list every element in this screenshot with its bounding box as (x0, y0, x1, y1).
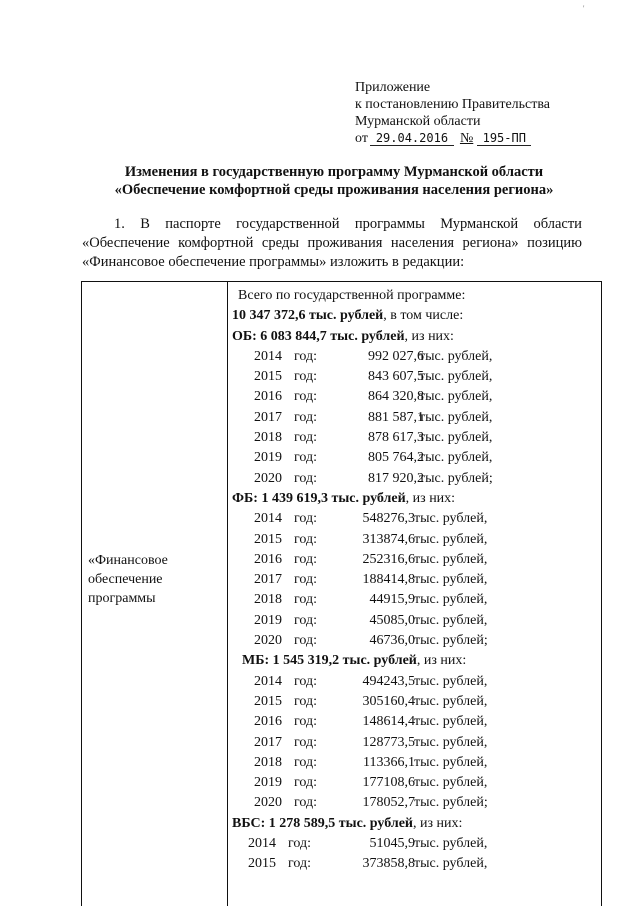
section-suffix: , из них: (405, 490, 456, 506)
year-row (232, 611, 597, 631)
year-word: год: (294, 633, 318, 649)
paragraph-word: населения (390, 235, 455, 251)
total-amount: 10 347 372,6 тыс. рублей (232, 308, 384, 324)
amount: 817 920,2 (368, 470, 424, 486)
decree-date: 29.04.2016 (370, 131, 454, 146)
year-row (232, 631, 597, 651)
year: 2020 (254, 633, 282, 649)
year: 2019 (254, 612, 282, 628)
year-word: год: (294, 450, 318, 466)
section-heading-ob (232, 327, 597, 347)
year-word: год: (294, 389, 318, 405)
year-word: год: (294, 734, 318, 750)
section-heading-text (242, 651, 466, 671)
line-text (232, 306, 463, 326)
year-row (232, 692, 597, 712)
amount: 188414,8 (362, 572, 415, 588)
year: 2018 (254, 592, 282, 608)
label-line: «Финансовое (88, 553, 168, 568)
year-row (232, 834, 597, 854)
year-row (232, 367, 597, 387)
paragraph-word: среды (261, 235, 299, 251)
year-word: год: (294, 775, 318, 791)
decree-number: 195-ПП (477, 131, 531, 146)
year-word: год: (294, 551, 318, 567)
amount: 881 587,1 (368, 409, 424, 425)
unit: тыс. рублей; (419, 470, 493, 486)
finance-table (81, 281, 602, 906)
amount: 128773,5 (362, 734, 415, 750)
unit: тыс. рублей, (414, 734, 488, 750)
amount: 148614,4 (362, 714, 415, 730)
year-word: год: (294, 673, 318, 689)
amount: 46736,0 (369, 633, 415, 649)
unit: тыс. рублей, (414, 572, 488, 588)
year-word: год: (294, 369, 318, 385)
year-row (232, 793, 597, 813)
appendix-date-line (355, 130, 550, 147)
unit: тыс. рублей; (414, 795, 488, 811)
amount: 44915,9 (369, 592, 415, 608)
column-divider (227, 282, 228, 906)
label-line: программы (88, 591, 156, 606)
unit: тыс. рублей, (414, 714, 488, 730)
year: 2019 (254, 775, 282, 791)
year-row (232, 530, 597, 550)
appendix-line: Мурманской области (355, 114, 481, 129)
paragraph-word: позицию (527, 235, 582, 251)
unit: тыс. рублей, (414, 775, 488, 791)
total-suffix: , в том числе: (383, 308, 464, 324)
paragraph-word: Мурманской (440, 216, 519, 232)
year-word: год: (294, 714, 318, 730)
section-suffix: , из них: (416, 653, 467, 669)
section-heading-fb (232, 489, 597, 509)
amount: 373858,8 (362, 856, 415, 872)
section-total: ФБ: 1 439 619,3 тыс. рублей (232, 490, 406, 506)
from-label: от (355, 131, 368, 146)
year-row (232, 570, 597, 590)
year: 2014 (254, 348, 282, 364)
amount: 864 320,8 (368, 389, 424, 405)
total-label: Всего по государственной программе: (238, 288, 466, 303)
amount: 178052,7 (362, 795, 415, 811)
unit: тыс. рублей, (414, 531, 488, 547)
year-row (232, 854, 597, 874)
unit: тыс. рублей, (414, 511, 488, 527)
year-row (232, 408, 597, 428)
section-heading-mb (232, 651, 597, 671)
amount: 113366,1 (363, 754, 415, 770)
unit: тыс. рублей, (419, 409, 493, 425)
unit: тыс. рублей, (414, 551, 488, 567)
year: 2015 (254, 531, 282, 547)
section-heading-vbs (232, 814, 597, 834)
section-heading-text (232, 814, 462, 834)
year: 2016 (254, 714, 282, 730)
unit: тыс. рублей, (419, 430, 493, 446)
year-row (232, 448, 597, 468)
year-word: год: (294, 470, 318, 486)
year-row (232, 712, 597, 732)
year-word: год: (294, 511, 318, 527)
appendix-header (355, 79, 550, 147)
year: 2020 (254, 470, 282, 486)
year: 2015 (248, 856, 276, 872)
year-row (232, 550, 597, 570)
year: 2018 (254, 754, 282, 770)
year-row (232, 469, 597, 489)
paragraph-line (82, 215, 582, 234)
year-row (232, 387, 597, 407)
year: 2017 (254, 572, 282, 588)
year-word: год: (288, 856, 312, 872)
year-word: год: (294, 693, 318, 709)
unit: тыс. рублей, (414, 836, 488, 852)
appendix-line: Приложение (355, 80, 431, 95)
year: 2016 (254, 551, 282, 567)
line-text (238, 286, 465, 306)
paragraph-word: В (140, 216, 150, 232)
amount: 843 607,5 (368, 369, 424, 385)
year-row (232, 753, 597, 773)
unit: тыс. рублей, (419, 450, 493, 466)
document-title (84, 163, 584, 199)
year: 2020 (254, 795, 282, 811)
unit: тыс. рублей, (414, 612, 488, 628)
amount: 805 764,2 (368, 450, 424, 466)
amount: 992 027,6 (368, 348, 424, 364)
year-word: год: (294, 348, 318, 364)
year-word: год: (294, 592, 318, 608)
year-row (232, 428, 597, 448)
title-line: «Обеспечение комфортной среды проживания населения региона» (114, 182, 554, 198)
year-word: год: (288, 836, 312, 852)
paragraph-word: 1. (114, 216, 125, 232)
table-line (232, 306, 597, 326)
year-row (232, 347, 597, 367)
year: 2014 (254, 673, 282, 689)
section-total: ВБС: 1 278 589,5 тыс. рублей (232, 815, 413, 831)
section-suffix: , из них: (404, 328, 454, 344)
year-word: год: (294, 409, 318, 425)
year: 2015 (254, 693, 282, 709)
year-word: год: (294, 430, 318, 446)
paragraph-line: «Финансовое обеспечение программы» изложить в редакции: (82, 254, 465, 270)
paragraph-line (82, 234, 582, 253)
table-line (232, 286, 597, 306)
paragraph-word: комфортной (178, 235, 254, 251)
year: 2017 (254, 409, 282, 425)
unit: тыс. рублей, (419, 369, 493, 385)
unit: тыс. рублей, (414, 673, 488, 689)
finance-details (232, 286, 597, 875)
year: 2014 (248, 836, 276, 852)
paragraph-word: проживания (307, 235, 383, 251)
unit: тыс. рублей, (414, 856, 488, 872)
page-mark: ' (583, 4, 585, 13)
year: 2018 (254, 430, 282, 446)
paragraph-word: государственной (236, 216, 340, 232)
amount: 252316,6 (362, 551, 415, 567)
year-row (232, 509, 597, 529)
label-line: обеспечение (88, 572, 163, 587)
section-suffix: , из них: (413, 815, 463, 831)
amount: 51045,9 (369, 836, 415, 852)
unit: тыс. рублей; (414, 633, 488, 649)
year-row (232, 773, 597, 793)
amount: 177108,6 (362, 775, 415, 791)
year-row (232, 672, 597, 692)
amount: 878 617,3 (368, 430, 424, 446)
section-total: МБ: 1 545 319,2 тыс. рублей (242, 653, 417, 669)
section-total: ОБ: 6 083 844,7 тыс. рублей (232, 328, 405, 344)
section-heading-text (232, 327, 454, 347)
year-word: год: (294, 754, 318, 770)
year-word: год: (294, 572, 318, 588)
number-label: № (459, 131, 474, 146)
appendix-line: к постановлению Правительства (355, 97, 551, 112)
paragraph-word: региона» (462, 235, 519, 251)
unit: тыс. рублей, (419, 348, 493, 364)
unit: тыс. рублей, (419, 389, 493, 405)
year-word: год: (294, 612, 318, 628)
year-word: год: (294, 795, 318, 811)
paragraph-word: паспорте (165, 216, 221, 232)
year: 2015 (254, 369, 282, 385)
paragraph-word: «Обеспечение (82, 235, 170, 251)
unit: тыс. рублей, (414, 693, 488, 709)
amount: 305160,4 (362, 693, 415, 709)
amount: 494243,5 (362, 673, 415, 689)
amount: 548276,3 (362, 511, 415, 527)
year: 2019 (254, 450, 282, 466)
amount: 313874,6 (362, 531, 415, 547)
year-row (232, 733, 597, 753)
section-heading-text (232, 489, 455, 509)
intro-paragraph (82, 215, 582, 272)
paragraph-word: области (533, 216, 582, 232)
year: 2014 (254, 511, 282, 527)
year: 2017 (254, 734, 282, 750)
title-line: Изменения в государственную программу Мурманской области (124, 164, 544, 180)
paragraph-word: программы (354, 216, 425, 232)
year-row (232, 590, 597, 610)
year: 2016 (254, 389, 282, 405)
position-label (88, 551, 168, 608)
unit: тыс. рублей, (414, 754, 488, 770)
year-word: год: (294, 531, 318, 547)
amount: 45085,0 (369, 612, 415, 628)
unit: тыс. рублей, (414, 592, 488, 608)
